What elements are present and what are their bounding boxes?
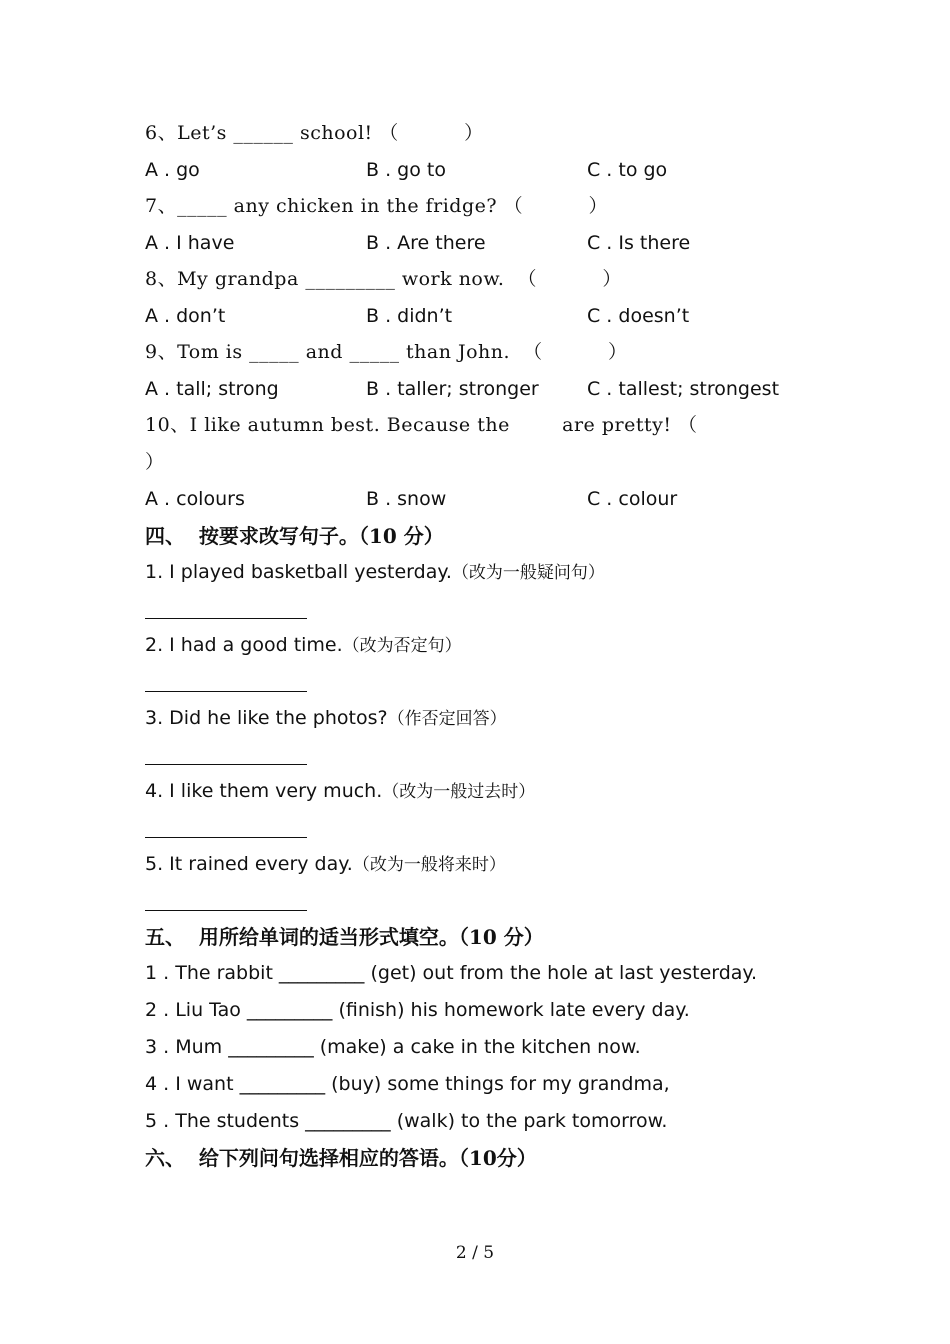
rewrite-item-1 xyxy=(145,560,605,585)
question-8-stem: 8、My grandpa _________ work now. （ ） xyxy=(145,268,622,290)
answer-blank-line[interactable] xyxy=(145,618,307,619)
answer-blank-line[interactable] xyxy=(145,764,307,765)
rewrite-item-4 xyxy=(145,779,535,804)
answer-blank-line[interactable] xyxy=(145,910,307,911)
rewrite-item-note: （改为一般将来时） xyxy=(352,855,506,875)
fill-item-2: 2 . Liu Tao _________ (finish) his homework late every day. xyxy=(145,999,690,1021)
answer-blank-line[interactable] xyxy=(145,837,307,838)
question-10-stem-continued: ） xyxy=(145,451,165,473)
option-c: C . colour xyxy=(587,488,678,510)
option-b: B . taller; stronger xyxy=(366,378,539,400)
section-4-heading: 四、 按要求改写句子。（10 分） xyxy=(145,524,444,548)
rewrite-item-3 xyxy=(145,706,507,731)
rewrite-item-note: （改为一般疑问句） xyxy=(451,563,605,583)
section-5-heading: 五、 用所给单词的适当形式填空。（10 分） xyxy=(145,925,544,949)
option-a: A . don’t xyxy=(145,305,226,327)
option-a: A . colours xyxy=(145,488,245,510)
option-c: C . doesn’t xyxy=(587,305,690,327)
rewrite-item-2 xyxy=(145,633,462,658)
rewrite-item-text: 4. I like them very much. xyxy=(145,780,383,802)
page-number: 2 / 5 xyxy=(455,1243,495,1263)
option-a: A . I have xyxy=(145,232,235,254)
question-6-stem: 6、Let’s ______ school! （ ） xyxy=(145,122,484,144)
option-a: A . go xyxy=(145,159,200,181)
rewrite-item-text: 2. I had a good time. xyxy=(145,634,343,656)
option-b: B . go to xyxy=(366,159,446,181)
fill-item-5: 5 . The students _________ (walk) to the park tomorrow. xyxy=(145,1110,668,1132)
section-6-heading: 六、 给下列问句选择相应的答语。（10分） xyxy=(145,1146,537,1170)
option-c: C . to go xyxy=(587,159,668,181)
option-b: B . Are there xyxy=(366,232,486,254)
fill-item-1: 1 . The rabbit _________ (get) out from the hole at last yesterday. xyxy=(145,962,758,984)
rewrite-item-text: 1. I played basketball yesterday. xyxy=(145,561,452,583)
option-a: A . tall; strong xyxy=(145,378,279,400)
question-10-stem: 10、I like autumn best. Because the are pretty! （ xyxy=(145,414,698,436)
rewrite-item-note: （改为一般过去时） xyxy=(382,782,536,802)
rewrite-item-5 xyxy=(145,852,506,877)
answer-blank-line[interactable] xyxy=(145,691,307,692)
option-c: C . Is there xyxy=(587,232,691,254)
question-7-stem: 7、_____ any chicken in the fridge? （ ） xyxy=(145,195,608,217)
option-b: B . didn’t xyxy=(366,305,453,327)
rewrite-item-text: 5. It rained every day. xyxy=(145,853,353,875)
question-9-stem: 9、Tom is _____ and _____ than John. （ ） xyxy=(145,341,628,363)
rewrite-item-note: （作否定回答） xyxy=(387,709,507,729)
option-b: B . snow xyxy=(366,488,447,510)
fill-item-3: 3 . Mum _________ (make) a cake in the kitchen now. xyxy=(145,1036,641,1058)
rewrite-item-text: 3. Did he like the photos? xyxy=(145,707,388,729)
fill-item-4: 4 . I want _________ (buy) some things for my grandma, xyxy=(145,1073,670,1095)
rewrite-item-note: （改为否定句） xyxy=(342,636,462,656)
option-c: C . tallest; strongest xyxy=(587,378,780,400)
